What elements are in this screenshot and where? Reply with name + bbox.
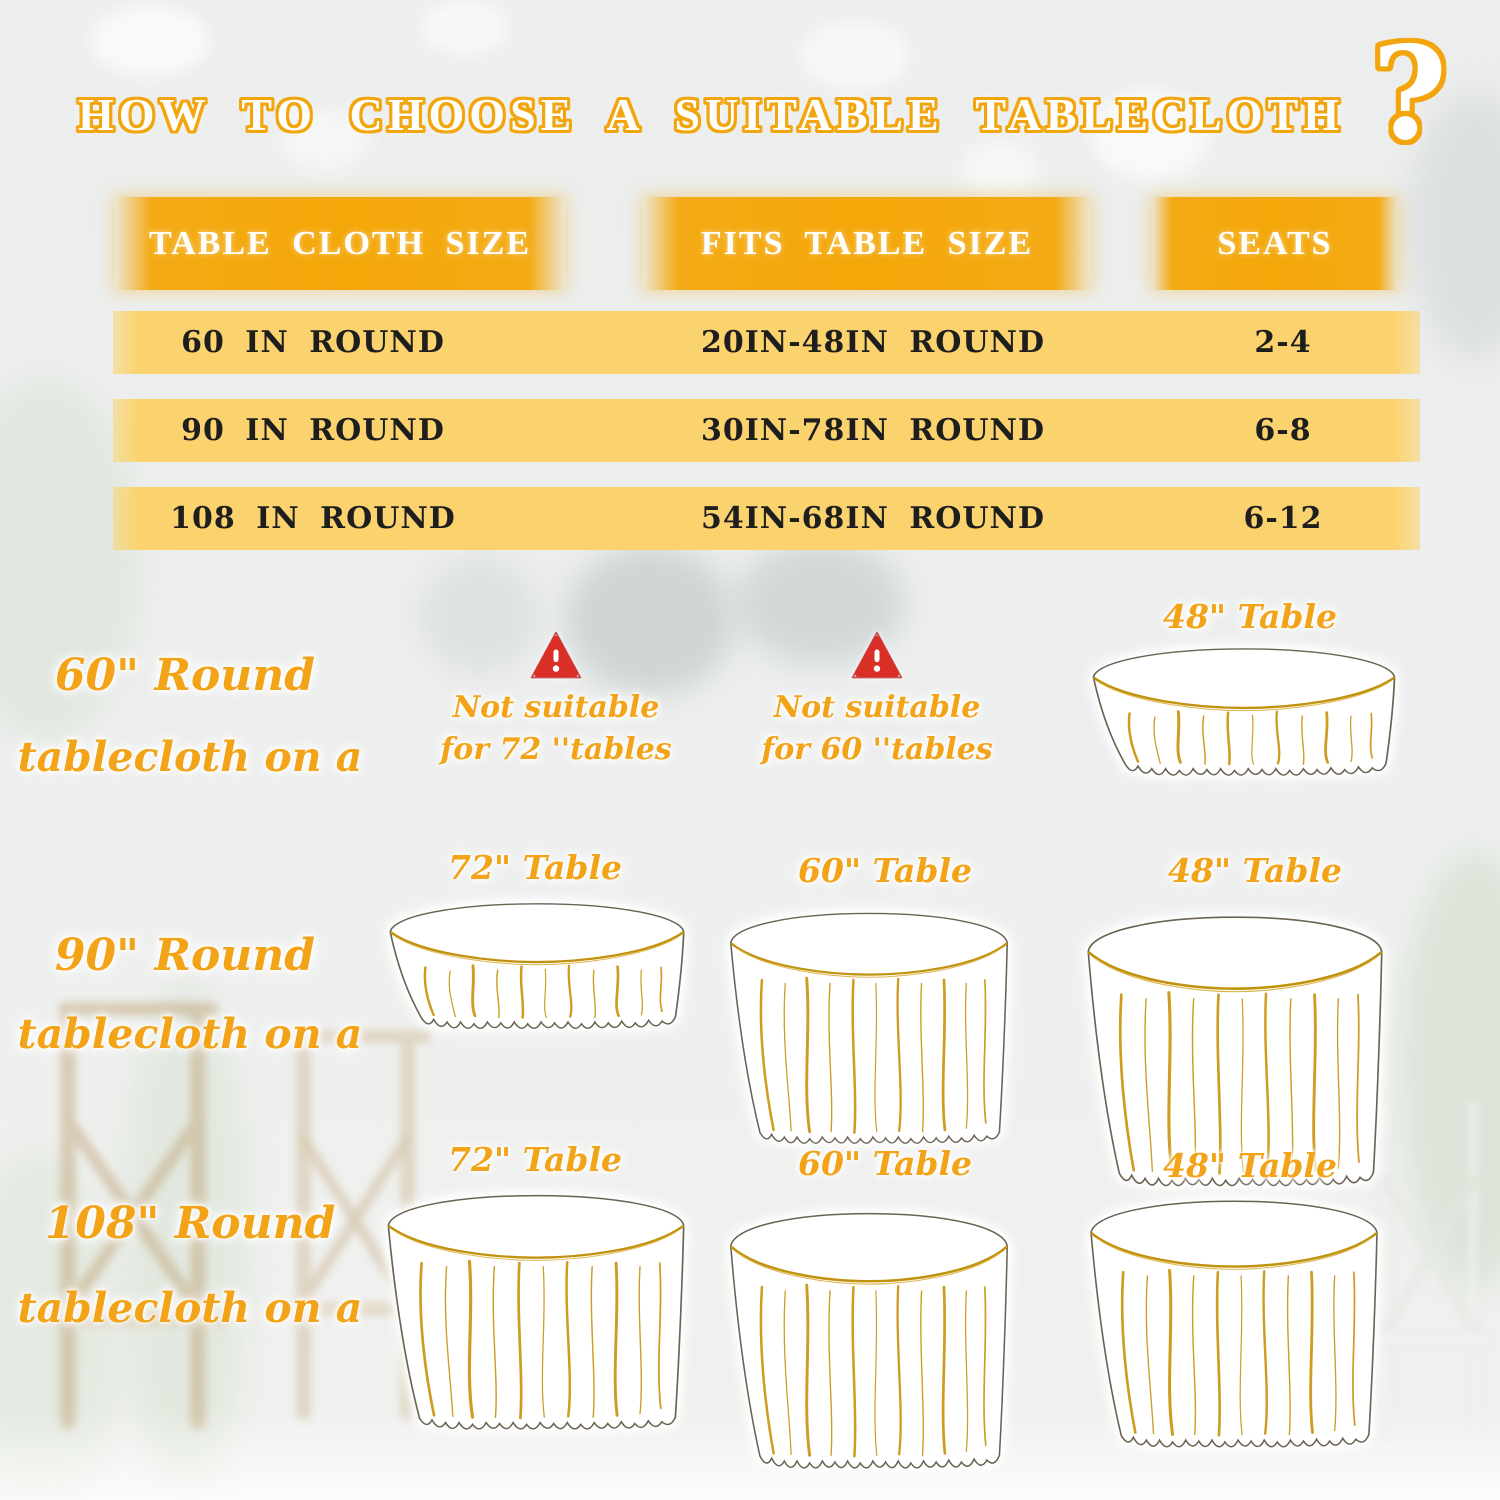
background-blob	[420, 555, 540, 675]
bokeh-light	[90, 6, 210, 76]
table-row	[113, 311, 1420, 374]
bokeh-light	[800, 20, 910, 90]
warning-text-line1: Not suitable	[452, 690, 660, 725]
warning-text-line2: for 72 ''tables	[440, 732, 672, 767]
bokeh-light	[420, 0, 510, 55]
table-header-cloth-size	[115, 197, 565, 290]
tablecloth-illustration	[382, 895, 692, 1045]
table-row	[113, 487, 1420, 550]
tablecloth-illustration	[1083, 1190, 1385, 1470]
warning-text-line2: for 60 ''tables	[761, 732, 993, 767]
warning-icon	[849, 628, 905, 684]
section-label-60-line2: tablecloth on a	[17, 733, 363, 781]
cell-fits-size: 30IN-78IN ROUND	[701, 413, 1045, 448]
table-size-label: 48" Table	[1168, 851, 1342, 890]
cell-cloth-size: 108 IN ROUND	[170, 501, 456, 536]
tablecloth-illustration	[723, 1202, 1015, 1492]
cell-cloth-size: 60 IN ROUND	[181, 325, 445, 360]
cell-cloth-size: 90 IN ROUND	[181, 413, 445, 448]
bokeh-light	[960, 140, 1040, 195]
background-blob	[565, 545, 735, 695]
tablecloth-illustration	[723, 903, 1015, 1165]
table-size-label: 72" Table	[448, 1140, 622, 1179]
section-label-60-line1: 60" Round	[54, 650, 316, 701]
header-label: TABLE CLOTH SIZE	[148, 224, 532, 262]
cell-fits-size: 20IN-48IN ROUND	[701, 325, 1045, 360]
cell-seats: 6-12	[1243, 501, 1323, 536]
table-header-fits-size	[643, 197, 1091, 290]
warning-text-line1: Not suitable	[773, 690, 981, 725]
question-mark: ?	[1372, 19, 1447, 169]
section-label-90-line1: 90" Round	[54, 930, 316, 981]
table-size-label: 48" Table	[1163, 597, 1337, 636]
cell-seats: 2-4	[1254, 325, 1312, 360]
warning-icon	[528, 628, 584, 684]
header-label: SEATS	[1217, 224, 1333, 262]
table-size-label: 72" Table	[448, 848, 622, 887]
cell-seats: 6-8	[1254, 413, 1312, 448]
section-label-108-line2: tablecloth on a	[17, 1284, 363, 1332]
page-title: HOW TO CHOOSE A SUITABLE TABLECLOTH	[78, 89, 1345, 140]
cell-fits-size: 54IN-68IN ROUND	[701, 501, 1045, 536]
table-size-label: 48" Table	[1163, 1146, 1337, 1185]
section-label-90-line2: tablecloth on a	[17, 1010, 363, 1058]
tablecloth-illustration	[1085, 640, 1403, 792]
table-header-seats	[1152, 197, 1398, 290]
table-size-label: 60" Table	[798, 851, 972, 890]
section-label-108-line1: 108" Round	[44, 1198, 336, 1249]
table-row	[113, 399, 1420, 462]
table-size-label: 60" Table	[798, 1144, 972, 1183]
header-label: FITS TABLE SIZE	[700, 224, 1034, 262]
tablecloth-illustration	[380, 1185, 692, 1451]
